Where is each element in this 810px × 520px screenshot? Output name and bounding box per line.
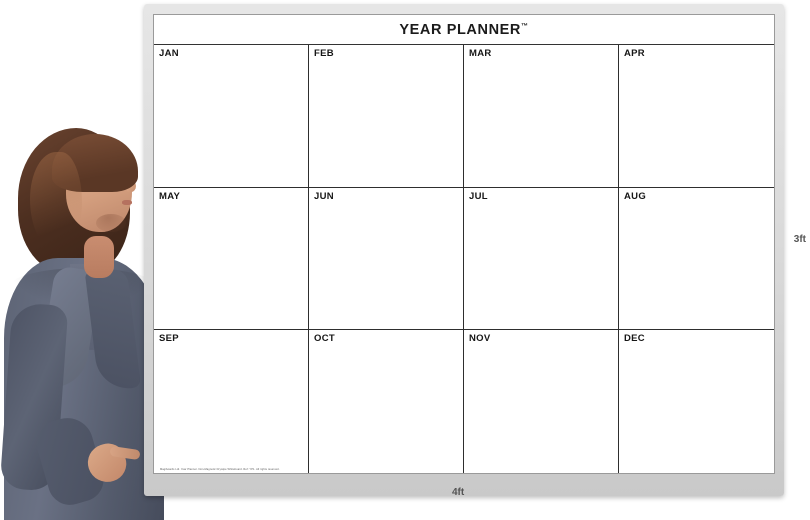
month-label: APR bbox=[624, 48, 645, 59]
page-title bbox=[399, 22, 528, 38]
page-title-text: YEAR PLANNER bbox=[399, 21, 521, 38]
dimension-height-label: 3ft bbox=[793, 234, 806, 245]
month-cell-may[interactable] bbox=[154, 188, 309, 331]
month-cell-sep[interactable] bbox=[154, 330, 309, 473]
month-cell-oct[interactable] bbox=[309, 330, 464, 473]
whiteboard-surface bbox=[153, 14, 775, 474]
lips bbox=[122, 200, 132, 205]
month-label: JUL bbox=[469, 190, 488, 202]
month-cell-apr[interactable] bbox=[619, 45, 774, 188]
month-cell-aug[interactable] bbox=[619, 188, 774, 331]
month-label: MAY bbox=[159, 190, 181, 202]
month-label: MAR bbox=[469, 48, 492, 59]
neck bbox=[84, 236, 114, 278]
month-label: DEC bbox=[624, 333, 645, 345]
month-cell-mar[interactable] bbox=[464, 45, 619, 188]
month-label: NOV bbox=[469, 333, 491, 345]
month-cell-jun[interactable] bbox=[309, 188, 464, 331]
month-label: SEP bbox=[159, 333, 179, 345]
month-cell-nov[interactable] bbox=[464, 330, 619, 473]
whiteboard-frame bbox=[144, 4, 784, 496]
month-label: JAN bbox=[159, 48, 179, 59]
hair-highlight bbox=[30, 152, 82, 250]
month-cell-jul[interactable] bbox=[464, 188, 619, 331]
fineprint-text: Magiboards Ltd. Year Planner. Non-Magnetic Drywipe Whiteboard. Ref: YP1. All rights reserved. bbox=[160, 467, 280, 471]
whiteboard-title-bar bbox=[154, 15, 774, 45]
month-label: OCT bbox=[314, 333, 335, 345]
month-label: FEB bbox=[314, 48, 334, 59]
chin-shadow bbox=[96, 214, 126, 232]
month-label: JUN bbox=[314, 190, 334, 202]
month-cell-feb[interactable] bbox=[309, 45, 464, 188]
month-cell-dec[interactable] bbox=[619, 330, 774, 473]
month-label: AUG bbox=[624, 190, 647, 202]
month-grid bbox=[154, 45, 774, 473]
trademark-symbol: ™ bbox=[521, 22, 529, 30]
dimension-width-label: 4ft bbox=[452, 487, 465, 498]
month-cell-jan[interactable] bbox=[154, 45, 309, 188]
